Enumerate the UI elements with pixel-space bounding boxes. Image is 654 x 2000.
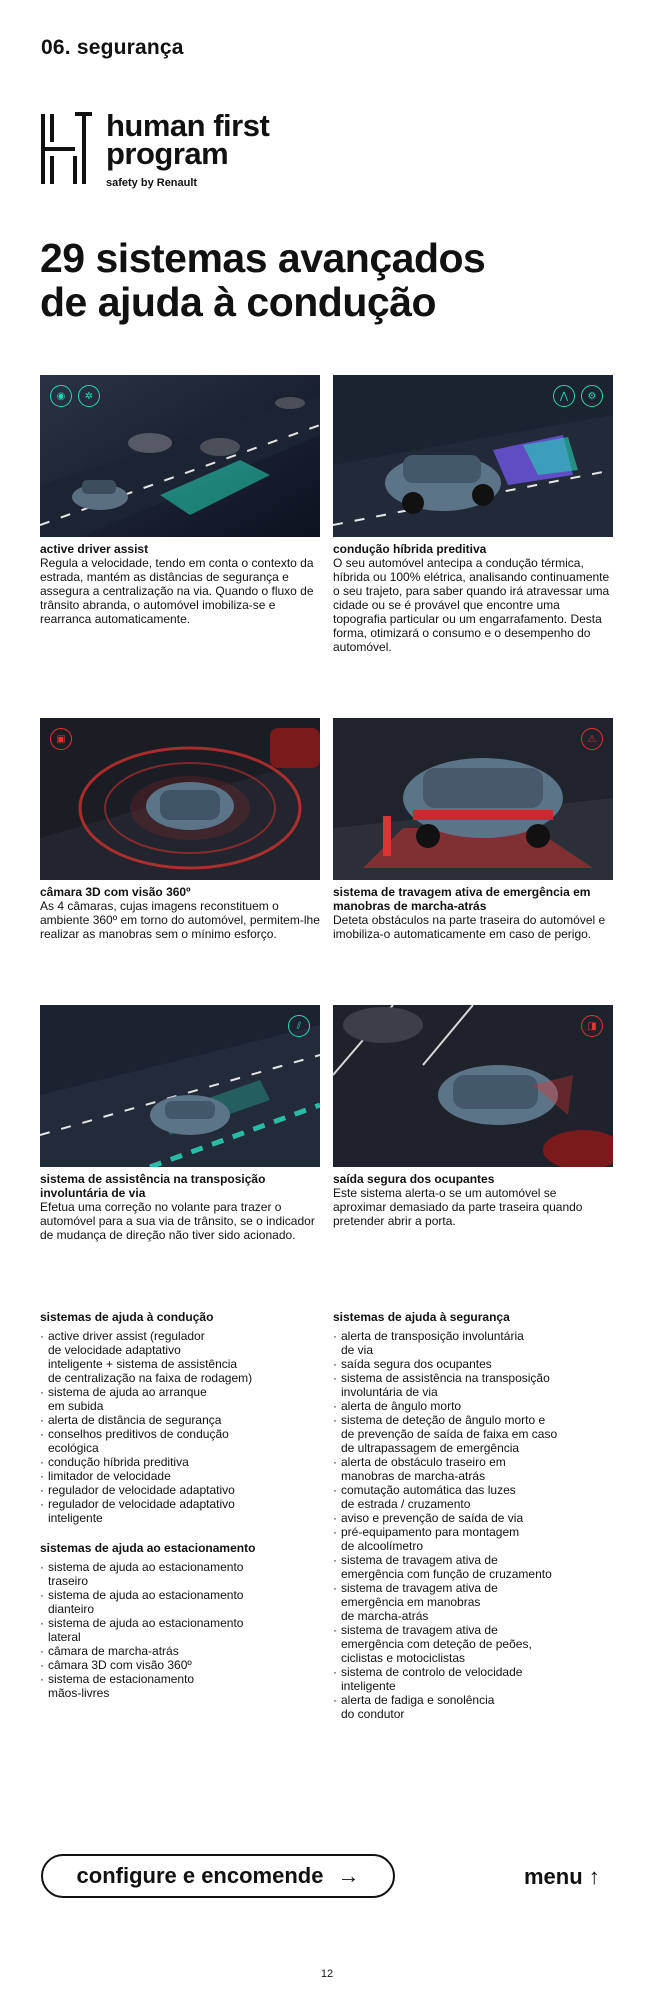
feature-description: O seu automóvel antecipa a condução térmica, híbrida ou 100% elétrica, analisando continuamente o seu trajeto, para saber quando irá atravessar uma cidade ou se é provável que encontre uma topografia particular ou um engarrafamento. Desta forma, otimizará o consumo e o desempenho do automóvel.	[333, 556, 610, 654]
configure-order-label: configure e encomende	[76, 1863, 324, 1888]
h-logo-mark	[40, 112, 94, 186]
feature-title: condução híbrida preditiva	[333, 542, 487, 556]
human-first-program-logo	[40, 108, 310, 190]
feature-title: câmara 3D com visão 360º	[40, 885, 191, 899]
car-sensor-icon: ◉	[50, 385, 72, 407]
camera-360-icon: ▣	[50, 728, 72, 750]
feature-card-transposicao-via	[40, 1005, 320, 1242]
list-item: · sistema de ajuda ao estacionamento lateral	[40, 1616, 325, 1644]
feature-title: sistema de travagem ativa de emergência em manobras de marcha-atrás	[333, 885, 591, 913]
feature-description: Regula a velocidade, tendo em conta o contexto da estrada, mantém as distâncias de segurança e assegura a centralização na via. Quando o fluxo de trânsito abranda, o automóvel imobiliza-se e rearranca automaticamente.	[40, 556, 314, 626]
list-item: · sistema de travagem ativa de emergência com função de cruzamento	[333, 1553, 618, 1581]
steering-icon: ✲	[78, 385, 100, 407]
list-item: · câmara de marcha-atrás	[40, 1644, 325, 1658]
list-item: · sistema de ajuda ao estacionamento traseiro	[40, 1560, 325, 1588]
feature-card-conducao-hibrida	[333, 375, 613, 654]
list-item: · alerta de transposição involuntária de via	[333, 1329, 618, 1357]
list-heading-seguranca: sistemas de ajuda à segurança	[333, 1310, 510, 1324]
feature-card-travagem-marcha-atras	[333, 718, 613, 941]
list-item: · regulador de velocidade adaptativo	[40, 1483, 325, 1497]
list-item: · sistema de controlo de velocidade inteligente	[333, 1665, 618, 1693]
feature-description: Efetua uma correção no volante para trazer o automóvel para a sua via de trânsito, se o indicador de mudança de direção não tiver sido acionado.	[40, 1200, 315, 1242]
feature-description: Este sistema alerta-o se um automóvel se aproximar demasiado da parte traseira quando pretender abrir a porta.	[333, 1186, 583, 1228]
feature-image-camara-360	[40, 718, 320, 880]
list-item: · limitador de velocidade	[40, 1469, 325, 1483]
feature-description: As 4 câmaras, cujas imagens reconstituem o ambiente 360º em torno do automóvel, permitem-lhe realizar as manobras sem o mínimo esforço.	[40, 899, 320, 941]
list-item: · aviso e prevenção de saída de via	[333, 1511, 618, 1525]
page-headline	[40, 236, 620, 324]
road-icon: ⋀	[553, 385, 575, 407]
list-item: · saída segura dos ocupantes	[333, 1357, 618, 1371]
list-item: · sistema de deteção de ângulo morto e de prevenção de saída de faixa em caso de ultrapassagem de emergência	[333, 1413, 618, 1455]
menu-label: menu	[524, 1864, 583, 1889]
logo-line-2: program	[106, 136, 229, 171]
list-column-right	[333, 1310, 618, 1737]
feature-card-active-driver-assist	[40, 375, 320, 626]
headline-line-1: 29 sistemas avançados	[40, 235, 486, 281]
arrow-up-icon: ↑	[588, 1864, 600, 1889]
list-estacionamento	[40, 1560, 325, 1700]
door-alert-icon: ◨	[581, 1015, 603, 1037]
feature-description: Deteta obstáculos na parte traseira do automóvel e imobiliza-o automaticamente em caso de perigo.	[333, 913, 606, 941]
list-item: · alerta de distância de segurança	[40, 1413, 325, 1427]
list-item: · pré-equipamento para montagem de alcoolímetro	[333, 1525, 618, 1553]
list-item: · condução híbrida preditiva	[40, 1455, 325, 1469]
list-seguranca	[333, 1329, 618, 1721]
list-item: · sistema de estacionamento mãos-livres	[40, 1672, 325, 1700]
page-number: 12	[320, 1968, 334, 1980]
logo-subtitle: safety by Renault	[106, 177, 198, 189]
arrow-right-icon: →	[337, 1863, 360, 1888]
list-item: · alerta de ângulo morto	[333, 1399, 618, 1413]
menu-button[interactable]	[524, 1864, 600, 1890]
list-item: · alerta de fadiga e sonolência do condutor	[333, 1693, 618, 1721]
hybrid-engine-icon: ⚙	[581, 385, 603, 407]
list-item: · sistema de travagem ativa de emergência em manobras de marcha-atrás	[333, 1581, 618, 1623]
configure-order-button[interactable]	[41, 1854, 395, 1898]
feature-title: sistema de assistência na transposição involuntária de via	[40, 1172, 266, 1200]
feature-image-travagem-marcha-atras	[333, 718, 613, 880]
list-item: · comutação automática das luzes de estrada / cruzamento	[333, 1483, 618, 1511]
feature-image-conducao-hibrida	[333, 375, 613, 537]
list-item: · câmara 3D com visão 360º	[40, 1658, 325, 1672]
feature-card-saida-segura	[333, 1005, 613, 1228]
list-item: · alerta de obstáculo traseiro em manobras de marcha-atrás	[333, 1455, 618, 1483]
feature-title: active driver assist	[40, 542, 149, 556]
list-item: · regulador de velocidade adaptativo inteligente	[40, 1497, 325, 1525]
list-item: · conselhos preditivos de condução ecológica	[40, 1427, 325, 1455]
list-item: · sistema de assistência na transposição involuntária de via	[333, 1371, 618, 1399]
list-heading-estacionamento: sistemas de ajuda ao estacionamento	[40, 1541, 256, 1555]
section-title: 06. segurança	[41, 36, 184, 59]
feature-image-transposicao-via	[40, 1005, 320, 1167]
list-item: · sistema de travagem ativa de emergência com deteção de peões, ciclistas e motociclistas	[333, 1623, 618, 1665]
brake-warning-icon: ⚠	[581, 728, 603, 750]
logo-line-1: human first	[106, 108, 270, 143]
lane-assist-icon: ⫽	[288, 1015, 310, 1037]
list-item: · sistema de ajuda ao estacionamento dianteiro	[40, 1588, 325, 1616]
list-heading-conducao: sistemas de ajuda à condução	[40, 1310, 214, 1324]
list-item: · active driver assist (regulador de velocidade adaptativo inteligente + sistema de assistência de centralização na faixa de rodagem)	[40, 1329, 325, 1385]
feature-image-active-driver-assist	[40, 375, 320, 537]
feature-card-camara-360	[40, 718, 320, 941]
list-column-left	[40, 1310, 325, 1716]
feature-title: saída segura dos ocupantes	[333, 1172, 495, 1186]
list-conducao	[40, 1329, 325, 1525]
headline-line-2: de ajuda à condução	[40, 279, 437, 325]
feature-image-saida-segura	[333, 1005, 613, 1167]
list-item: · sistema de ajuda ao arranque em subida	[40, 1385, 325, 1413]
